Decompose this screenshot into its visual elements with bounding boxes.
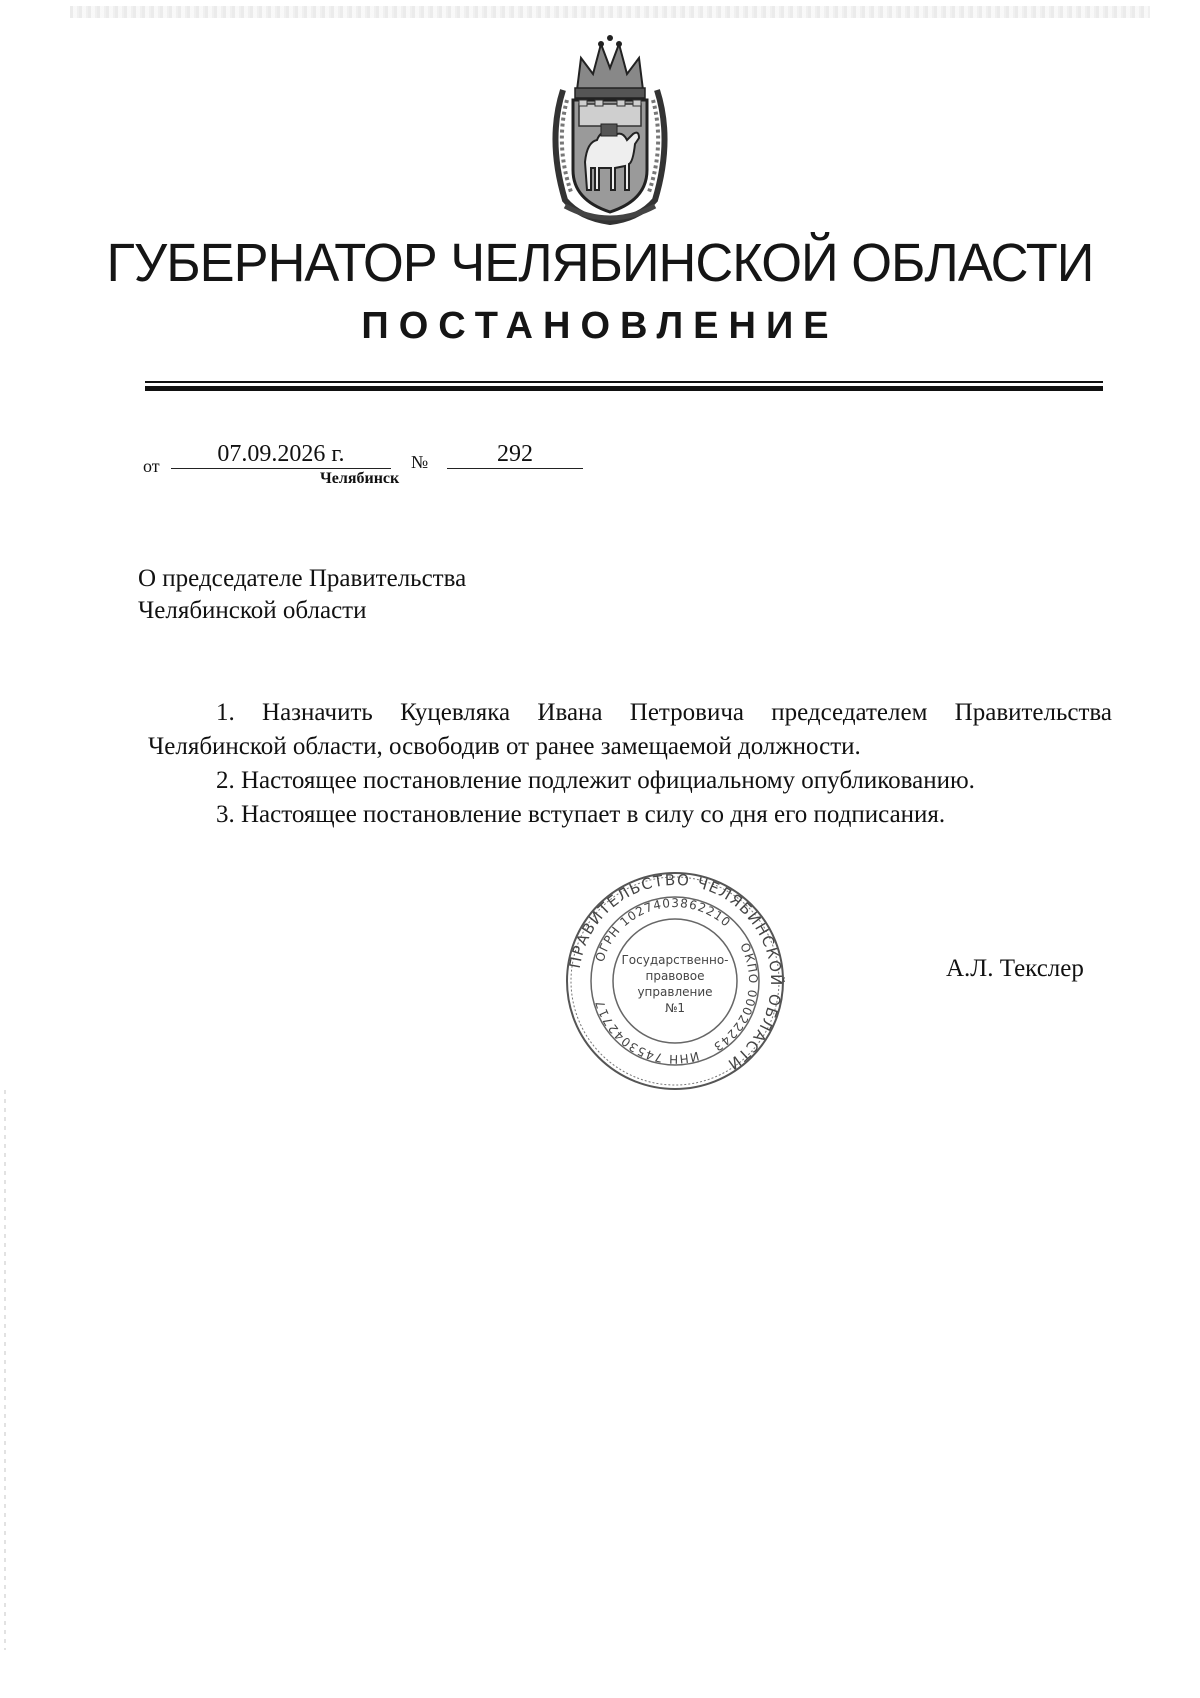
document-subject — [138, 563, 466, 627]
coat-of-arms-icon — [545, 30, 675, 225]
document-type: ПОСТАНОВЛЕНИЕ — [361, 305, 839, 347]
signatory-name: А.Л. Текслер — [946, 955, 1084, 982]
header-rule-thick — [145, 386, 1103, 391]
subject-line: Челябинской области — [138, 597, 367, 624]
document-body — [148, 696, 1112, 832]
document-city: Челябинск — [320, 470, 400, 487]
scan-artifact-top — [70, 6, 1150, 18]
seal-center-line: Государственно- — [621, 953, 729, 967]
body-item: 1. Назначить Куцевляка Ивана Петровича председателем Правительства Челябинской области, освободив от ранее замещаемой должности. — [148, 699, 1112, 760]
seal-okpo: ОКПО 00022243 — [710, 940, 761, 1055]
document-number: 292 — [447, 440, 583, 469]
document-date: 07.09.2026 г. — [171, 440, 391, 469]
seal-center-line: управление — [637, 985, 713, 999]
number-prefix: № — [411, 452, 429, 472]
body-item: 2. Настоящее постановление подлежит официальному опубликованию. — [216, 767, 975, 794]
scan-artifact-left — [4, 1090, 6, 1650]
official-seal-icon — [565, 870, 785, 1092]
seal-outer-text: ПРАВИТЕЛЬСТВО ЧЕЛЯБИНСКОЙ ОБЛАСТИ — [565, 870, 785, 1075]
seal-inn: ИНН 7453042717 — [592, 997, 701, 1067]
body-item: 3. Настоящее постановление вступает в силу со дня его подписания. — [216, 801, 946, 828]
seal-ogrn: ОГРН 1027403862210 — [592, 895, 734, 964]
issuer-title: ГУБЕРНАТОР ЧЕЛЯБИНСКОЙ ОБЛАСТИ — [106, 233, 1094, 293]
seal-center-line: правовое — [645, 969, 705, 983]
header-rule-thin — [145, 381, 1103, 383]
seal-center-line: №1 — [664, 1001, 686, 1015]
date-prefix: от — [143, 456, 160, 476]
subject-line: О председателе Правительства — [138, 565, 467, 592]
